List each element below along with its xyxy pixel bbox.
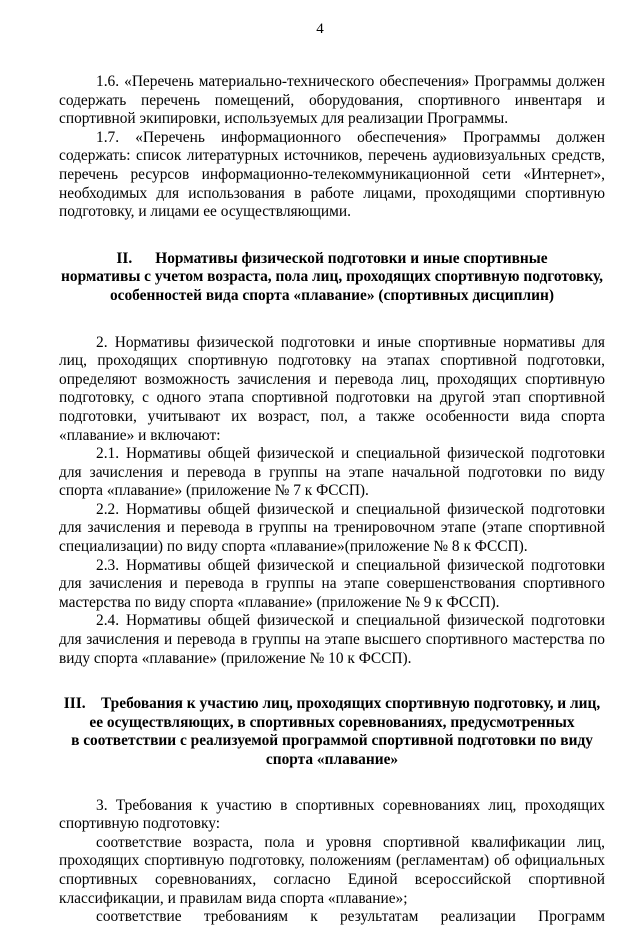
paragraph-2: 2. Нормативы физической подготовки и иные спортивные нормативы для лиц, проходящих спортивную подготовку на этапах спортивной подготовки, определяют возможность зачисления и перевода лиц, проходящих спортивную подготовку, с одного этапа спортивной подготовки на другой этап спортивной подготовки, учитывают их возраст, пол, а также особенности вида спорта «плавание» и включают:	[59, 333, 605, 444]
paragraph-1-6: 1.6. «Перечень материально-технического обеспечения» Программы должен содержать перечень помещений, оборудования, спортивного инвентаря и спортивной экипировки, используемых для реализации Программы.	[59, 73, 605, 128]
section-2-title-line-2: нормативы с учетом возраста, пола лиц, проходящих спортивную подготовку,	[61, 268, 603, 286]
section-3-heading	[59, 695, 605, 769]
paragraph-1-7: 1.7. «Перечень информационного обеспечения» Программы должен содержать: список литературных источников, перечень аудиовизуальных средств, перечень ресурсов информационно-телекоммуникационной сети «Интернет», необходимых для использования в работе лицами, проходящими спортивную подготовку, и лицами ее осуществляющими.	[59, 128, 605, 221]
section-2-heading	[59, 250, 605, 306]
section-3-title-line-1: Требования к участию лиц, проходящих спортивную подготовку, и лиц,	[101, 695, 601, 713]
paragraph-3: 3. Требования к участию в спортивных соревнованиях лиц, проходящих спортивную подготовку:	[59, 796, 605, 833]
section-2-title-line-1: Нормативы физической подготовки и иные спортивные	[155, 249, 548, 267]
page-number: 4	[316, 21, 324, 37]
paragraph-3-item-2: соответствие требованиям к результатам реализации Программ	[96, 908, 605, 926]
section-3-title-line-4: спорта «плавание»	[265, 751, 399, 768]
paragraph-3-item-1: соответствие возраста, пола и уровня спортивной квалификации лиц, проходящих спортивную подготовку, положениям (регламентам) об официальных спортивных соревнованиях, согласно Единой всероссийской спортивной классификации, и правилам вида спорта «плавание»;	[59, 833, 605, 907]
document-body	[59, 73, 605, 927]
section-2-title-line-3: особенностей вида спорта «плавание» (спортивных дисциплин)	[109, 286, 555, 304]
paragraph-2-2: 2.2. Нормативы общей физической и специальной физической подготовки для зачисления и перевода в группы на тренировочном этапе (этапе спортивной специализации) по виду спорта «плавание»(приложение № 8 к ФССП).	[59, 500, 605, 556]
section-3-title-line-2: ее осуществляющих, в спортивных соревнованиях, предусмотренных	[89, 713, 575, 731]
section-3-title-line-3: в соответствии с реализуемой программой спортивной подготовки по виду	[71, 732, 593, 750]
section-3-number: III.	[63, 695, 86, 713]
paragraph-2-1: 2.1. Нормативы общей физической и специальной физической подготовки для зачисления и перевода в группы на этапе начальной подготовки по виду спорта «плавание» (приложение № 7 к ФССП).	[59, 445, 605, 500]
paragraph-2-4: 2.4. Нормативы общей физической и специальной физической подготовки для зачисления и перевода в группы на этапе высшего спортивного мастерства по виду спорта «плавание» (приложение № 10 к ФССП).	[59, 612, 605, 667]
paragraph-2-3: 2.3. Нормативы общей физической и специальной физической подготовки для зачисления и перевода в группы на этапе совершенствования спортивного мастерства по виду спорта «плавание» (приложение № 9 к ФССП).	[59, 556, 605, 611]
section-2-number: II.	[116, 249, 133, 267]
